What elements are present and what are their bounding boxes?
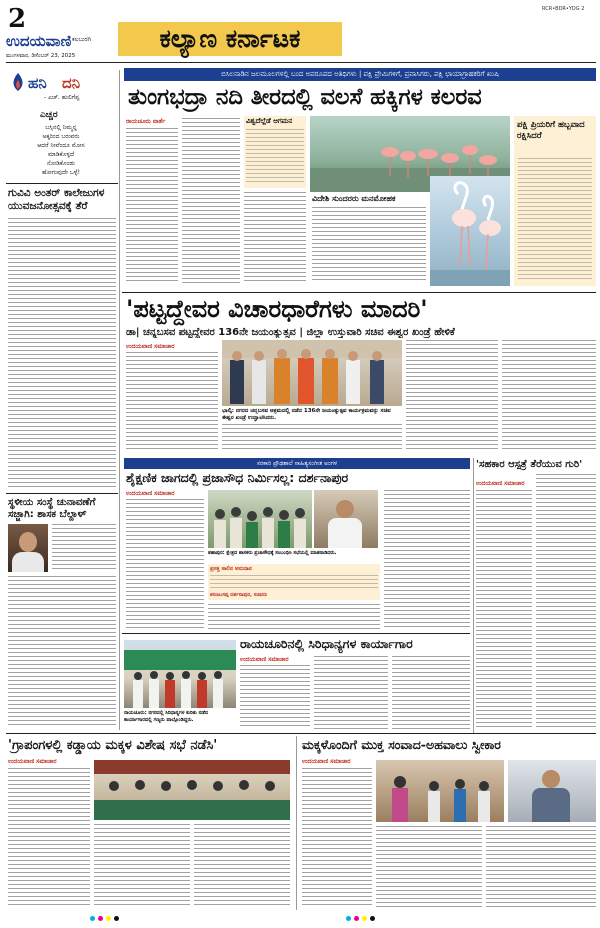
story-body [392, 656, 470, 729]
column-rule [473, 458, 474, 733]
story-body [8, 218, 116, 490]
stage-graphic [124, 640, 236, 708]
masthead-left [6, 6, 112, 64]
box-body [518, 158, 592, 282]
note-label: ಪ್ರಸಕ್ತ ಸಾಲಿನ ಅನುದಾನ [210, 566, 252, 572]
poem-line: ಬಸ್ಸಿನಲ್ಲಿ ನಿಮ್ಮನ್ನ [45, 124, 77, 131]
story-body [376, 826, 482, 908]
story-headline: ಮಕ್ಕಳೊಂದಿಗೆ ಮುಕ್ತ ಸಂವಾದ-ಅಹವಾಲು ಸ್ವೀಕಾರ [302, 737, 501, 752]
poem-line: ಮಾಡಿಕೊಳ್ಳದೆ [47, 151, 75, 158]
story-tag: ಉದಯವಾಣಿ ಸಮಾಚಾರ [126, 490, 175, 497]
meeting-graphic [94, 760, 290, 820]
logo-main: ಹನಿ [28, 74, 47, 92]
story-tag: ಉದಯವಾಣಿ ಸಮಾಚಾರ [8, 758, 57, 765]
story-body [476, 490, 532, 728]
poem-byline: - ಎಚ್. ಹುಲಿಗೆಪ್ಪ [44, 94, 80, 101]
story-headline: ಶೈಕ್ಷಣಿಕ ಜಾಗದಲ್ಲಿ ಪ್ರಜಾಸೌಧ ನಿರ್ಮಿಸಲ್ಲ: ದರ್ಶನಾಪುರ [126, 470, 349, 485]
box-title: ವಿದೇಶಿ ಸುಂದರರು ಮನಮೋಹಕ [312, 194, 396, 203]
story-headline: 'ಸಹಕಾರ ಆಸ್ಪತ್ರೆ ತೆರೆಯುವ ಗುರಿ' [476, 459, 583, 470]
story-body [126, 499, 204, 629]
section-title: ಕಲ್ಯಾಣ ಕರ್ನಾಟಕ [118, 22, 342, 56]
story-headline: 'ಗ್ರಾಪಂಗಳಲ್ಲಿ ಕಡ್ಡಾಯ ಮಕ್ಕಳ ವಿಶೇಷ ಸಭೆ ನಡೆಸಿ' [8, 738, 218, 753]
page-number: 2 [8, 4, 27, 34]
box-title: ಪಕ್ಷಿ ಪ್ರಿಯರಿಗೆ ಹಬ್ಬವಾದ ರಕ್ಷಿಸಿದರೆ [517, 120, 585, 141]
registration-mark [346, 916, 351, 921]
story-body [502, 340, 596, 452]
story-tag: ಉದಯವಾಣಿ ಸಮಾಚಾರ [240, 656, 289, 663]
hanidani-logo [6, 70, 116, 102]
flame-icon [10, 72, 26, 92]
story-body [244, 192, 306, 283]
story-tag: ಉದಯವಾಣಿ ಸಮಾಚಾರ [476, 480, 525, 487]
divider [6, 183, 118, 184]
registration-mark [370, 916, 375, 921]
edition-code: RCR•BDR•YDG 2 [542, 6, 585, 12]
flamingo-graphic [430, 176, 510, 286]
registration-mark [114, 916, 119, 921]
banner-strap: ಬಿಸಿಲನಾಡಿನ ಜಲಮೂಲಗಳಲ್ಲಿ ಬಂದ ಅಪರೂಪದ ಅತಿಥಿಗಳು | ಪಕ್ಷಿ ಪ್ರೇಮಿಗಳಿಗೆ, ಪ್ರವಾಸಿಗರು, ಪಕ್ಷಿ ಛಾಯಾಗ್ರಾಹಕರಿಗೆ ಖುಷಿ [124, 68, 596, 81]
story-body [94, 824, 190, 908]
children-graphic [376, 760, 504, 822]
lead-subhead: ಡಾ| ಚನ್ನಬಸವ ಪಟ್ಟದ್ದೇವರ 136ನೇ ಜಯಂತ್ಯುತ್ಸವ | ಜಿಲ್ಲಾ ಉಸ್ತುವಾರಿ ಸಚಿವ ಈಶ್ವರ ಖಂಡ್ರೆ ಹೇಳಿಕೆ [126, 327, 455, 338]
story-body [384, 490, 470, 629]
poem-title: ಎಚ್ಚರ [40, 110, 58, 120]
story-body [8, 768, 90, 908]
story-body [208, 604, 380, 629]
photo-caption: ಭಾಲ್ಕಿ: ನಗರದ ಚನ್ನಬಸವ ಆಶ್ರಮದಲ್ಲಿ ನಡೆದ 136ನೇ ಜಯಂತ್ಯುತ್ಸವ ಕಾರ್ಯಕ್ರಮವನ್ನು ಸಚಿವ ಈಶ್ವರ ಖಂಡ್ರೆ ಉದ್ಘಾಟಿಸಿದರು. [222, 408, 391, 421]
poem-line: ಅಕ್ಕರಿಂದ ಬರುವರು [42, 133, 80, 140]
story-headline: ಗುವಿವಿ ಅಂತರ್ ಕಾಲೇಜುಗಳ ಯುವಜನೋತ್ಸವಕ್ಕೆ ತೆರೆ [8, 187, 105, 212]
date-line: ಮಂಗಳವಾರ, ಡಿಸೆಂಬರ್ 23, 2025 [6, 53, 76, 59]
box-body [312, 207, 426, 283]
poem-line: ನೋಡಿಕೊಂಡು [46, 160, 76, 167]
story-body [126, 352, 218, 452]
photo-caption: ರಾಯಚೂರು: ನಗರದಲ್ಲಿ ಸಿರಿಧಾನ್ಯಗಳ ಕುರಿತು ನಡೆದ ಕಾರ್ಯಾಗಾರದಲ್ಲಿ ಗಣ್ಯರು ಪಾಲ್ಗೊಂಡಿದ್ದರು. [124, 710, 209, 723]
column-rule [119, 70, 120, 730]
box-body [246, 129, 304, 183]
story-body [406, 340, 498, 452]
column-rule [296, 736, 297, 910]
section-strap: ಸರಕಾರಿ ಪ್ರೌಢಶಾಲೆ ಸಾಹಿತ್ಯಸಂಗೀತ ಅಂಗಳ [124, 458, 470, 469]
photo-caption: ಶಹಾಪುರ: ಕ್ಷೇತ್ರದ ಶಾಸಕರು ಪ್ರಜಾಸೌಧಕ್ಕೆ ಸಂಬಂಧಿಸಿ ಸಭೆಯಲ್ಲಿ ಮಾತನಾಡಿದರು. [208, 550, 337, 556]
divider [6, 493, 118, 494]
story-body [8, 576, 116, 726]
banner-headline: ತುಂಗಭದ್ರಾ ನದಿ ತೀರದಲ್ಲಿ ವಲಸೆ ಹಕ್ಕಿಗಳ ಕಲರವ [128, 84, 482, 110]
divider [6, 733, 596, 734]
paper-name: ಉದಯವಾಣಿ [6, 32, 72, 50]
box-title: ವಿಶ್ವದೆಲ್ಲೆಡೆ ಆಗಮನ [246, 117, 293, 125]
story-body [486, 826, 596, 908]
poem-line: ಹೋಗುವುದೇ ಒಳ್ಳೆ! [41, 169, 81, 176]
story-body [302, 768, 372, 908]
registration-mark [362, 916, 367, 921]
meeting-photo [94, 760, 290, 820]
quote-box [208, 564, 380, 600]
meeting-photo [208, 490, 312, 548]
portrait-photo [8, 524, 48, 572]
story-headline: ಸ್ಥಳೀಯ ಸಂಸ್ಥೆ ಚುನಾವಣೆಗೆ ಸಜ್ಜಾಗಿ: ಶಾಸಕ ಬೆಲ್ದಾಳ್ [8, 497, 96, 520]
divider [122, 633, 470, 634]
story-body [52, 524, 116, 572]
story-body [240, 665, 310, 729]
poem-body [6, 123, 116, 177]
story-body [314, 656, 388, 729]
story-tag: ರಾಯಚೂರು ವಾರ್ತೆ [126, 118, 166, 125]
masthead-rule [6, 62, 596, 63]
divider [122, 292, 596, 293]
story-tag: ಉದಯವಾಣಿ ಸಮಾಚಾರ [302, 758, 351, 765]
note-author: ಶರಣಬಸಪ್ಪ ದರ್ಶನಾಪುರ, ಸಚಿವರು [210, 592, 268, 598]
registration-mark [90, 916, 95, 921]
officer-photo [508, 760, 596, 822]
registration-mark [98, 916, 103, 921]
crowd-graphic [208, 490, 312, 548]
workshop-photo [124, 640, 236, 708]
logo-accent: ದನಿ [62, 74, 81, 92]
story-body [126, 128, 178, 283]
lead-headline: 'ಪಟ್ಟದ್ದೇವರ ವಿಚಾರಧಾರೆಗಳು ಮಾದರಿ' [126, 295, 428, 323]
flamingo-photo [430, 176, 510, 286]
info-box [244, 116, 306, 188]
story-body [222, 424, 402, 452]
ceremony-photo [222, 340, 402, 406]
poem-line: ಆದರೆ ನೀವೆಂದೂ ಮೋಸ [37, 142, 85, 149]
speaker-photo [314, 490, 378, 548]
story-body [182, 118, 240, 283]
story-body [194, 824, 290, 908]
sidebar-box [514, 116, 596, 286]
city-name: ಕಲಬುರಗಿ [72, 36, 92, 43]
ceremony-graphic [222, 340, 402, 406]
registration-mark [106, 916, 111, 921]
story-body [536, 474, 596, 728]
story-headline: ರಾಯಚೂರಿನಲ್ಲಿ ಸಿರಿಧಾನ್ಯಗಳ ಕಾರ್ಯಾಗಾರ [240, 636, 413, 651]
story-tag: ಉದಯವಾಣಿ ಸಮಾಚಾರ [126, 343, 175, 350]
registration-mark [354, 916, 359, 921]
children-photo [376, 760, 504, 822]
note-body [210, 575, 378, 591]
